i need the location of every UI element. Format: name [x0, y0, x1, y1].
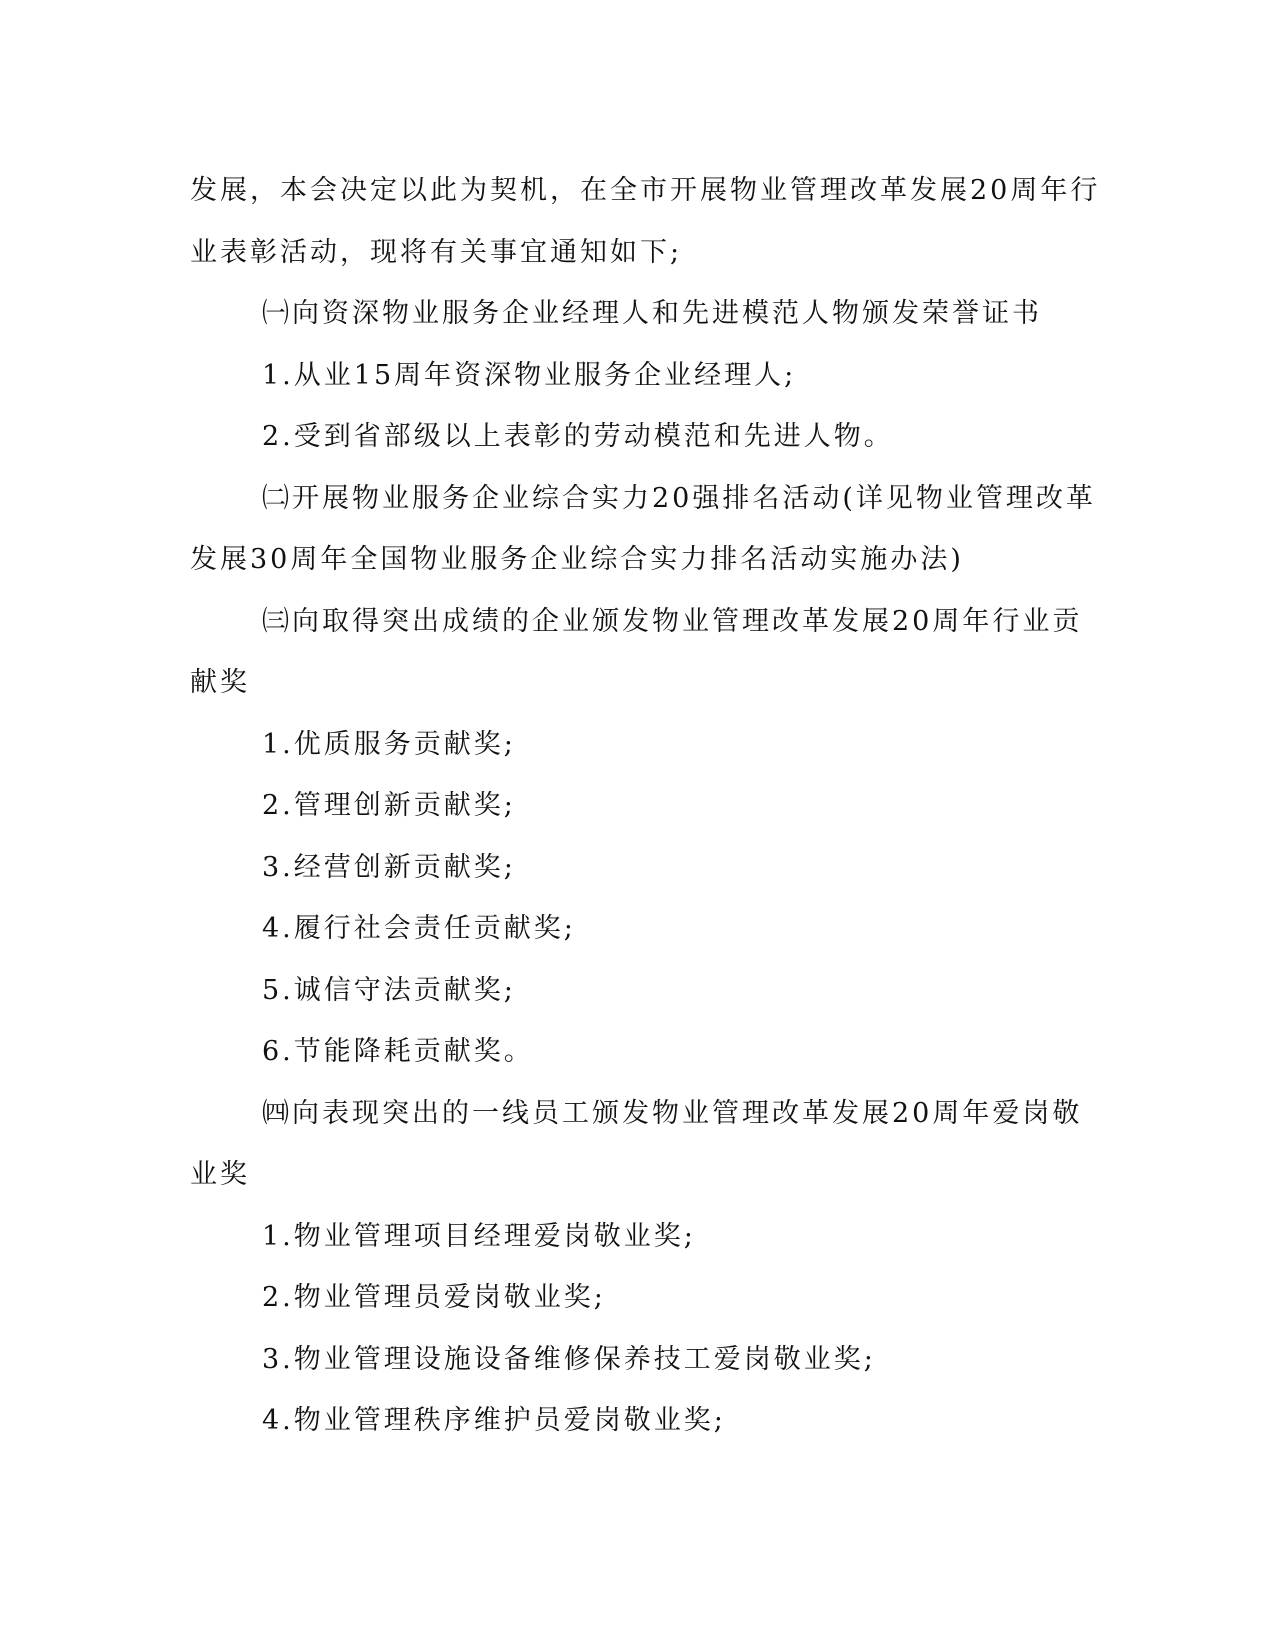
list-item: 1.物业管理项目经理爱岗敬业奖; [262, 1220, 696, 1252]
list-item: 1.优质服务贡献奖; [262, 728, 516, 760]
list-item: 5.诚信守法贡献奖; [262, 974, 516, 1006]
list-item: 3.经营创新贡献奖; [262, 851, 516, 883]
section-heading-4: ㈣向表现突出的一线员工颁发物业管理改革发展20周年爱岗敬 [262, 1097, 1083, 1129]
paragraph-line: 业表彰活动，现将有关事宜通知如下; [190, 236, 683, 268]
paragraph-line: 业奖 [190, 1159, 250, 1190]
section-heading-3: ㈢向取得突出成绩的企业颁发物业管理改革发展20周年行业贡 [262, 605, 1083, 637]
list-item: 4.履行社会责任贡献奖; [262, 913, 576, 944]
list-item: 4.物业管理秩序维护员爱岗敬业奖; [262, 1405, 726, 1436]
list-item: 2.受到省部级以上表彰的劳动模范和先进人物。 [262, 421, 894, 452]
list-item: 1.从业15周年资深物业服务企业经理人; [262, 359, 797, 391]
section-heading-1: ㈠向资深物业服务企业经理人和先进模范人物颁发荣誉证书 [262, 298, 1042, 329]
list-item: 2.管理创新贡献奖; [262, 790, 516, 821]
list-item: 3.物业管理设施设备维修保养技工爱岗敬业奖; [262, 1343, 876, 1375]
paragraph-line: 发展，本会决定以此为契机，在全市开展物业管理改革发展20周年行 [190, 175, 1101, 206]
document-body [190, 160, 1101, 1452]
section-heading-2: ㈡开展物业服务企业综合实力20强排名活动(详见物业管理改革 [262, 482, 1096, 514]
paragraph-line: 发展30周年全国物业服务企业综合实力排名活动实施办法) [190, 544, 964, 575]
list-item: 2.物业管理员爱岗敬业奖; [262, 1282, 606, 1313]
paragraph-line: 献奖 [190, 667, 250, 698]
list-item: 6.节能降耗贡献奖。 [262, 1036, 534, 1067]
